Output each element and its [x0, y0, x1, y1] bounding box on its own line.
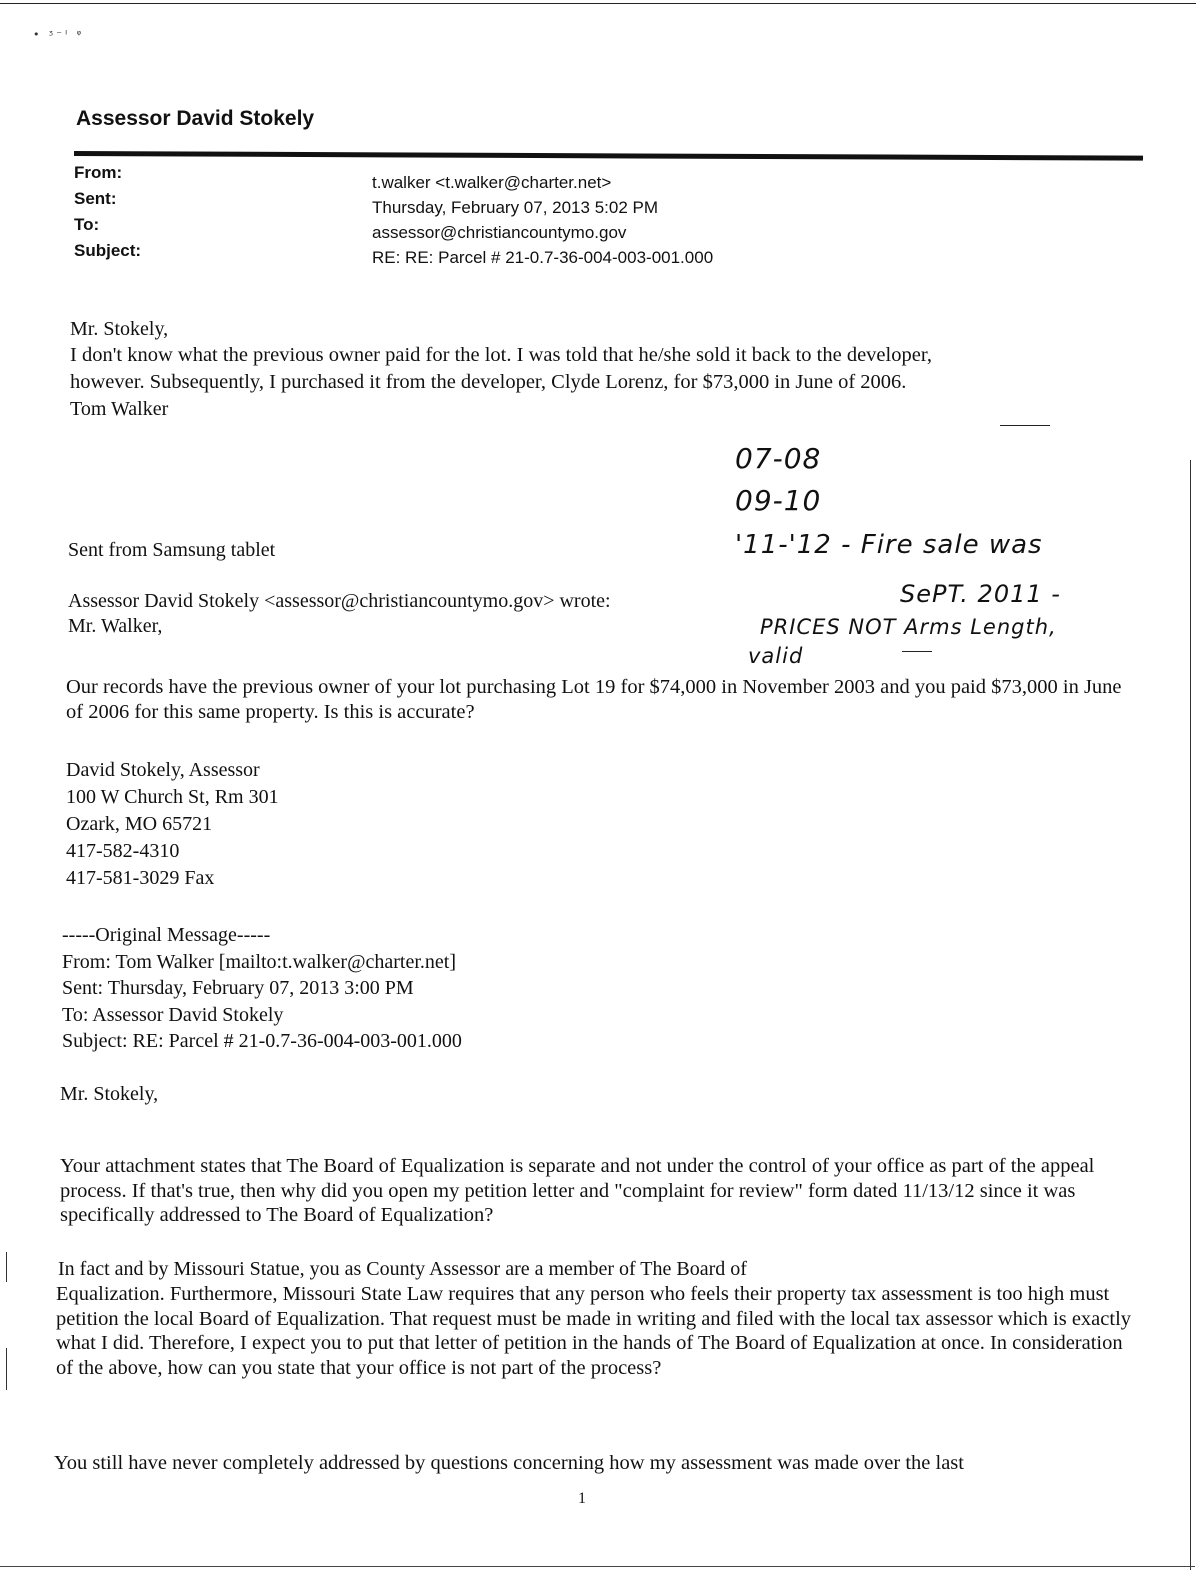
email-meta-labels — [74, 160, 141, 264]
handwritten-sept-2011-note: SePT. 2011 - — [900, 580, 1061, 608]
signature-line: 100 W Church St, Rm 301 — [66, 786, 279, 808]
to-label: To: — [74, 215, 100, 234]
original-separator: -----Original Message----- — [62, 924, 271, 946]
reply-line-2: however. Subsequently, I purchased it from the developer, Clyde Lorenz, for $73,000 in June of 2006. — [70, 371, 907, 393]
page-number: 1 — [578, 1490, 586, 1507]
signature-line: David Stokely, Assessor — [66, 759, 260, 781]
original-salutation: Mr. Stokely, — [60, 1083, 159, 1105]
original-sent: Sent: Thursday, February 07, 2013 3:00 PM — [62, 977, 414, 999]
scan-corner-mark: • ᶾ⁻ᴵ ᵠ — [33, 28, 85, 41]
scan-bottom-edge — [0, 1566, 1195, 1567]
handwritten-years-09-10: 09-10 — [735, 484, 822, 517]
signature-line: 417-581-3029 Fax — [66, 867, 215, 889]
handwritten-valid-note: valid — [748, 644, 804, 668]
sent-from-device: Sent from Samsung tablet — [68, 539, 276, 561]
original-subject: Subject: RE: Parcel # 21-0.7-36-004-003-001.000 — [62, 1030, 462, 1052]
to-value: assessor@christiancountymo.gov — [372, 223, 627, 242]
signature-line: 417-582-4310 — [66, 840, 180, 862]
reply-salutation: Mr. Stokely, — [70, 318, 169, 340]
subject-label: Subject: — [74, 241, 142, 260]
quoted-intro: Assessor David Stokely <assessor@christiancountymo.gov> wrote: — [68, 590, 611, 612]
margin-mark — [6, 1348, 7, 1390]
original-paragraph-2-line-1: In fact and by Missouri Statue, you as County Assessor are a member of The Board of — [58, 1258, 747, 1280]
email-meta-values — [372, 170, 713, 270]
assessor-signature-block — [66, 757, 466, 892]
handwritten-underline-2006 — [1000, 425, 1050, 426]
reply-signature: Tom Walker — [70, 398, 169, 420]
from-label: From: — [74, 163, 123, 182]
from-value: t.walker <t.walker@charter.net> — [372, 173, 612, 192]
email-header-title: Assessor David Stokely — [76, 107, 315, 130]
reply-line-1: I don't know what the previous owner paid for the lot. I was told that he/she sold it back to the developer, — [70, 344, 932, 366]
margin-mark — [6, 1252, 7, 1282]
handwritten-arms-length-note: PRICES NOT Arms Length, — [760, 615, 1057, 639]
handwritten-underline-not — [902, 651, 932, 652]
header-rule — [74, 151, 1143, 161]
original-paragraph-1: Your attachment states that The Board of Equalization is separate and not under the control of your office as part of the appeal process. If that's true, then why did you open my petition letter and "complaint for review" form dated 11/13/12 since it was specifically addressed to The Board of Equalization? — [60, 1155, 1095, 1226]
original-from: From: Tom Walker [mailto:t.walker@charter.net] — [62, 950, 457, 973]
sent-value: Thursday, February 07, 2013 5:02 PM — [372, 198, 659, 217]
original-message-header — [62, 922, 662, 1055]
quoted-body: Our records have the previous owner of your lot purchasing Lot 19 for $74,000 in November 2003 and you paid $73,000 in June of 2006 for this same property. Is this is accurate? — [66, 676, 1122, 723]
handwritten-fire-sale-note: '11-'12 - Fire sale was — [735, 530, 1043, 560]
original-paragraph-3: You still have never completely addressed by questions concerning how my assessment was made over the last — [54, 1452, 964, 1474]
subject-value: RE: RE: Parcel # 21-0.7-36-004-003-001.000 — [372, 248, 714, 267]
quoted-salutation: Mr. Walker, — [68, 615, 163, 637]
scan-top-edge — [0, 3, 1196, 4]
original-paragraph-2: Equalization. Furthermore, Missouri State Law requires that any person who feels their property tax assessment is too high must petition the local Board of Equalization. That request must be made in writing and filed with the local tax assessor which is exactly what I did. Therefore, I expect you to put that letter of petition in the hands of The Board of Equalization at once. In consideration of the above, how can you state that your office is not part of the process? — [56, 1283, 1132, 1379]
sent-label: Sent: — [74, 189, 117, 208]
original-to: To: Assessor David Stokely — [62, 1003, 284, 1026]
signature-line: Ozark, MO 65721 — [66, 813, 213, 835]
handwritten-years-07-08: 07-08 — [735, 442, 822, 475]
scan-right-edge — [1190, 460, 1191, 1570]
